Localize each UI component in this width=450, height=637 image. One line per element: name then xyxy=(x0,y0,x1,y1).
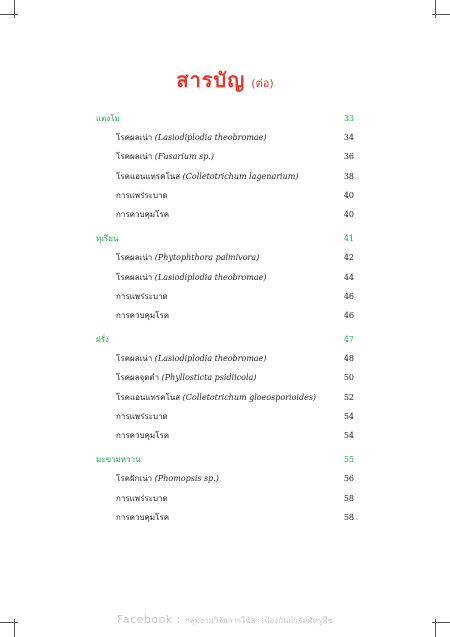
entry-label xyxy=(116,268,267,287)
toc-entry[interactable] xyxy=(96,349,354,368)
footer xyxy=(0,608,450,627)
toc-section xyxy=(96,109,354,224)
toc-entry[interactable] xyxy=(96,489,354,508)
entry-label xyxy=(116,407,168,426)
entry-text: การแพร่ระบาด xyxy=(116,493,168,503)
entry-page-number: 52 xyxy=(343,392,354,402)
entry-text: การแพร่ระบาด xyxy=(116,190,168,200)
entry-scientific-name: (Lasiodiplodia theobromae) xyxy=(154,133,267,143)
entry-page-number: 48 xyxy=(343,354,354,364)
entry-text: โรคแอนแทรคโนส xyxy=(116,392,181,402)
toc-entry[interactable] xyxy=(96,306,354,325)
entry-text: การควบคุมโรค xyxy=(116,310,170,320)
title-text: สารบัญ xyxy=(176,68,246,92)
entry-label xyxy=(116,469,219,488)
page-title xyxy=(0,64,450,96)
section-page-number: 47 xyxy=(343,335,354,345)
toc-entry[interactable] xyxy=(96,426,354,445)
crop-mark-top-right-h xyxy=(432,14,450,15)
entry-label xyxy=(116,388,316,407)
toc-entry[interactable] xyxy=(96,368,354,387)
toc-entry[interactable] xyxy=(96,407,354,426)
entry-text: การแพร่ระบาด xyxy=(116,291,168,301)
entry-scientific-name: (Colletotrichum gloeosporioides) xyxy=(182,392,317,402)
section-page-number: 55 xyxy=(343,455,354,465)
entry-scientific-name: (Lasiodiplodia theobromae) xyxy=(154,354,267,364)
entry-page-number: 54 xyxy=(343,431,354,440)
section-title: ทุเรียน xyxy=(96,234,119,244)
entry-label xyxy=(116,248,259,267)
toc-entry[interactable] xyxy=(96,186,354,205)
entry-label xyxy=(116,489,168,508)
entry-text: โรคผลจุดดำ xyxy=(116,373,160,383)
toc-entry[interactable] xyxy=(96,248,354,267)
entry-label xyxy=(116,368,256,387)
entry-page-number: 56 xyxy=(343,474,354,484)
crop-mark-top-right-v xyxy=(435,0,436,18)
entry-page-number: 46 xyxy=(343,310,354,320)
toc-entry[interactable] xyxy=(96,388,354,407)
entry-label xyxy=(116,147,214,166)
toc-entry[interactable] xyxy=(96,268,354,287)
entry-scientific-name: (Colletotrichum lagenarium) xyxy=(182,171,299,181)
toc-section xyxy=(96,450,354,527)
crop-mark-top-left-v xyxy=(14,0,15,18)
section-title: ฝรั่ง xyxy=(96,335,109,345)
entry-text: โรคผลเน่า xyxy=(116,133,153,143)
entry-text: โรคผลเน่า xyxy=(116,354,153,364)
entry-text: โรคฝักเน่า xyxy=(116,474,153,484)
table-of-contents xyxy=(96,109,354,532)
footer-brand: Facebook : xyxy=(117,613,181,626)
entry-page-number: 58 xyxy=(343,493,354,503)
entry-scientific-name: (Phomopsis sp.) xyxy=(154,474,219,484)
entry-label xyxy=(116,205,169,224)
toc-entry[interactable] xyxy=(96,508,354,527)
entry-label xyxy=(116,186,168,205)
entry-label xyxy=(116,426,169,445)
toc-entry[interactable] xyxy=(96,287,354,306)
entry-scientific-name: (Phytophthora palmivora) xyxy=(154,253,260,263)
toc-entry[interactable] xyxy=(96,469,354,488)
entry-page-number: 38 xyxy=(343,171,354,181)
entry-page-number: 58 xyxy=(343,512,354,522)
toc-section-heading[interactable] xyxy=(96,330,354,349)
entry-page-number: 44 xyxy=(343,272,354,282)
entry-label xyxy=(116,349,267,368)
toc-section-heading[interactable] xyxy=(96,109,354,128)
toc-section xyxy=(96,330,354,445)
entry-text: โรคผลเน่า xyxy=(116,272,153,282)
entry-label xyxy=(116,306,169,325)
toc-entry[interactable] xyxy=(96,128,354,147)
entry-text: โรคแอนแทรคโนส xyxy=(116,171,181,181)
entry-page-number: 40 xyxy=(343,190,354,200)
crop-mark-top-left-h xyxy=(0,14,18,15)
entry-page-number: 54 xyxy=(343,411,354,421)
toc-section xyxy=(96,229,354,325)
entry-label xyxy=(116,287,168,306)
section-page-number: 33 xyxy=(343,114,354,123)
section-page-number: 41 xyxy=(343,234,354,244)
entry-label xyxy=(116,508,169,527)
toc-entry[interactable] xyxy=(96,147,354,166)
toc-entry[interactable] xyxy=(96,167,354,186)
entry-scientific-name: (Lasiodiplodia theobromae) xyxy=(154,272,267,282)
footer-group: กลุ่มงานวิจัยการใช้สารป้องกันกำจัดศัตรูพืช xyxy=(184,616,333,625)
toc-section-heading[interactable] xyxy=(96,229,354,248)
entry-page-number: 40 xyxy=(343,209,354,219)
toc-section-heading[interactable] xyxy=(96,450,354,469)
entry-text: โรคผลเน่า xyxy=(116,253,153,263)
entry-page-number: 50 xyxy=(343,373,354,383)
entry-text: การควบคุมโรค xyxy=(116,209,170,219)
entry-label xyxy=(116,167,298,186)
entry-page-number: 36 xyxy=(343,152,354,162)
entry-page-number: 46 xyxy=(343,291,354,301)
entry-page-number: 34 xyxy=(343,133,354,143)
entry-text: การแพร่ระบาด xyxy=(116,411,168,421)
entry-scientific-name: (Phyllosticta psidiicola) xyxy=(161,373,257,383)
entry-text: การควบคุมโรค xyxy=(116,431,170,440)
title-subtitle: (ต่อ) xyxy=(251,77,274,90)
toc-entry[interactable] xyxy=(96,205,354,224)
entry-page-number: 42 xyxy=(343,253,354,263)
entry-scientific-name: (Fusarium sp.) xyxy=(154,152,215,162)
entry-text: การควบคุมโรค xyxy=(116,512,170,522)
section-title: มะขามหวาน xyxy=(96,455,141,465)
section-title: แตงโม xyxy=(96,114,120,123)
entry-label xyxy=(116,128,267,147)
entry-text: โรคผลเน่า xyxy=(116,152,153,162)
